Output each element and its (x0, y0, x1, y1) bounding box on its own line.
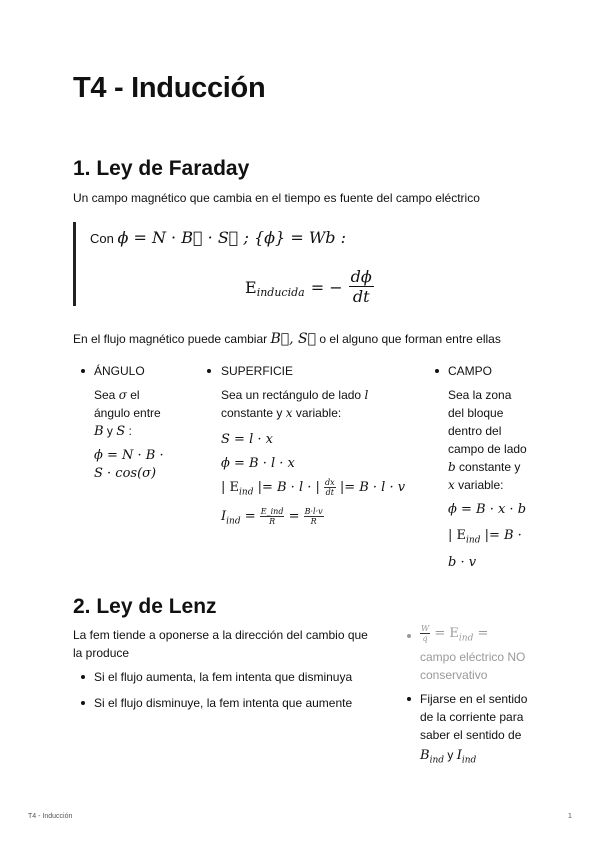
section-heading-faraday: 1. Ley de Faraday (73, 157, 250, 180)
superficie-x: x (285, 406, 293, 420)
lenz-note-formula (420, 624, 525, 648)
campo-b: b (448, 460, 456, 474)
lenz-note-2 (420, 690, 527, 769)
flux-formula: ϕ = N · B⃗ · S⃗ ; {ϕ} = Wb : (117, 228, 346, 247)
superficie-formula-4 (221, 505, 405, 534)
lenz-intro (73, 626, 368, 662)
lenz-note-l3: conservativo (420, 667, 488, 682)
angulo-s: S (116, 424, 126, 439)
campo-formula-2 (448, 525, 526, 552)
f4-eq2: = (288, 508, 300, 524)
campo-emf: | E (448, 528, 467, 543)
f4-num: E_ind (260, 506, 284, 516)
superficie-text (221, 386, 368, 422)
angulo-t2: ángulo entre (94, 406, 161, 420)
bullet-dot (81, 369, 85, 373)
superficie-formula-3 (221, 476, 405, 505)
campo-l3: dentro del (448, 424, 502, 438)
w-over-q (420, 624, 430, 643)
flux-change-text-a: En el flujo magnético puede cambiar (73, 332, 268, 346)
campo-text (448, 386, 558, 494)
emf-symbol: E (245, 278, 257, 297)
lenz-bullet-1: Si el flujo aumenta, la fem intenta que disminuya (94, 670, 353, 684)
campo-f2b: |= B · (484, 528, 522, 543)
lenz-note2-l1: Fijarse en el sentido (420, 692, 528, 706)
angulo-colon: : (128, 424, 132, 438)
induced-emf-equation (245, 268, 374, 307)
f3-num: dx (325, 478, 335, 487)
flux-change-text-b: o el alguno que forman entre ellas (319, 332, 501, 346)
angulo-text (94, 386, 194, 441)
f3-emf: | E (221, 480, 240, 495)
angulo-formula-1: ϕ = N · B · (94, 448, 164, 463)
superficie-formulas (221, 428, 405, 533)
lenz-note2-l2: de la corriente para (420, 710, 524, 724)
page-number: 1 (568, 813, 572, 820)
angulo-label: ÁNGULO (94, 364, 145, 378)
f4-frac2 (304, 507, 324, 526)
campo-l5: constante y (459, 460, 521, 474)
campo-l6: variable: (458, 478, 504, 492)
con-label: Con (90, 231, 114, 246)
page-title: T4 - Inducción (73, 72, 266, 104)
f4-frac1 (260, 507, 285, 526)
emf-numerator: dϕ (350, 267, 372, 286)
campo-l4: campo de lado (448, 442, 527, 456)
bullet-dot (207, 369, 211, 373)
lenz-intro-l2: la produce (73, 646, 130, 660)
f4-den2: R (310, 516, 317, 526)
superficie-t2b: variable: (295, 406, 342, 420)
campo-formula-1: ϕ = B · x · b (448, 502, 527, 517)
f3-den: dt (325, 488, 335, 497)
w-num: W (421, 624, 430, 633)
bullet-dot (81, 701, 85, 705)
campo-l2: del bloque (448, 406, 504, 420)
i-ind: I (456, 748, 462, 763)
lenz-note2-l3: saber el sentido de (420, 728, 522, 742)
note-eq-e: = E (434, 626, 459, 641)
b-ind-sub: ind (429, 755, 444, 766)
flux-change-vectors: B⃗, S⃗ (270, 331, 317, 347)
f4-i: I (221, 508, 227, 524)
emf-subscript: inducida (256, 286, 305, 299)
and-word: y (447, 748, 454, 762)
bullet-dot (435, 369, 439, 373)
faraday-intro: Un campo magnético que cambia en el tiempo es fuente del campo eléctrico (73, 191, 480, 205)
i-ind-sub: ind (461, 755, 477, 766)
q-den: q (422, 634, 428, 643)
angulo-t1b: el (130, 388, 140, 402)
bullet-dot (407, 634, 411, 638)
f4-num2: B·l·v (304, 506, 323, 516)
campo-formula-3: b · v (448, 554, 477, 570)
lenz-note-l2: campo eléctrico NO (420, 649, 526, 664)
campo-formulas (448, 499, 526, 574)
angulo-sigma: σ (118, 388, 127, 402)
campo-x: x (448, 478, 455, 492)
quote-bar (73, 222, 76, 306)
superficie-formula-2: ϕ = B · l · x (221, 456, 295, 471)
angulo-y: y (106, 424, 113, 438)
emf-equals: = − (310, 278, 343, 297)
faraday-flux-equation (90, 228, 346, 247)
lenz-bullet-2: Si el flujo disminuye, la fem intenta que aumente (94, 696, 353, 710)
lenz-note-1 (420, 624, 525, 684)
f4-eq: = (244, 508, 256, 524)
f4-den: R (269, 516, 276, 526)
superficie-t2: constante y (221, 406, 283, 420)
campo-label: CAMPO (448, 364, 493, 378)
bullet-dot (81, 675, 85, 679)
angulo-t1: Sea (94, 388, 116, 402)
flux-change-paragraph (73, 330, 501, 348)
angulo-formula (94, 447, 164, 483)
emf-fraction (349, 268, 374, 307)
f3-end: |= B · l · v (339, 480, 406, 495)
footer-title: T4 - Inducción (28, 813, 73, 820)
campo-l1: Sea la zona (448, 388, 512, 402)
angulo-formula-2: S · cos(σ) (94, 466, 157, 481)
b-ind: B (420, 748, 430, 763)
superficie-t1: Sea un rectángulo de lado (221, 388, 362, 402)
campo-emf-sub: ind (466, 535, 481, 546)
f3-frac (324, 478, 336, 497)
f4-sub: ind (226, 516, 241, 527)
note-eq: = (477, 626, 489, 641)
f3-sub: ind (239, 487, 254, 498)
note-sub: ind (458, 633, 474, 644)
section-heading-lenz: 2. Ley de Lenz (73, 595, 217, 618)
superficie-l: l (364, 388, 369, 402)
emf-denominator: dt (352, 287, 370, 306)
bullet-dot (407, 697, 411, 701)
lenz-intro-l1: La fem tiende a oponerse a la dirección del cambio que (73, 628, 368, 642)
angulo-b: B (94, 424, 104, 439)
superficie-label: SUPERFICIE (221, 364, 294, 378)
lenz-note2-l4 (420, 746, 527, 769)
superficie-formula-1: S = l · x (221, 432, 273, 447)
f3-mid: |= B · l · | (257, 480, 320, 495)
